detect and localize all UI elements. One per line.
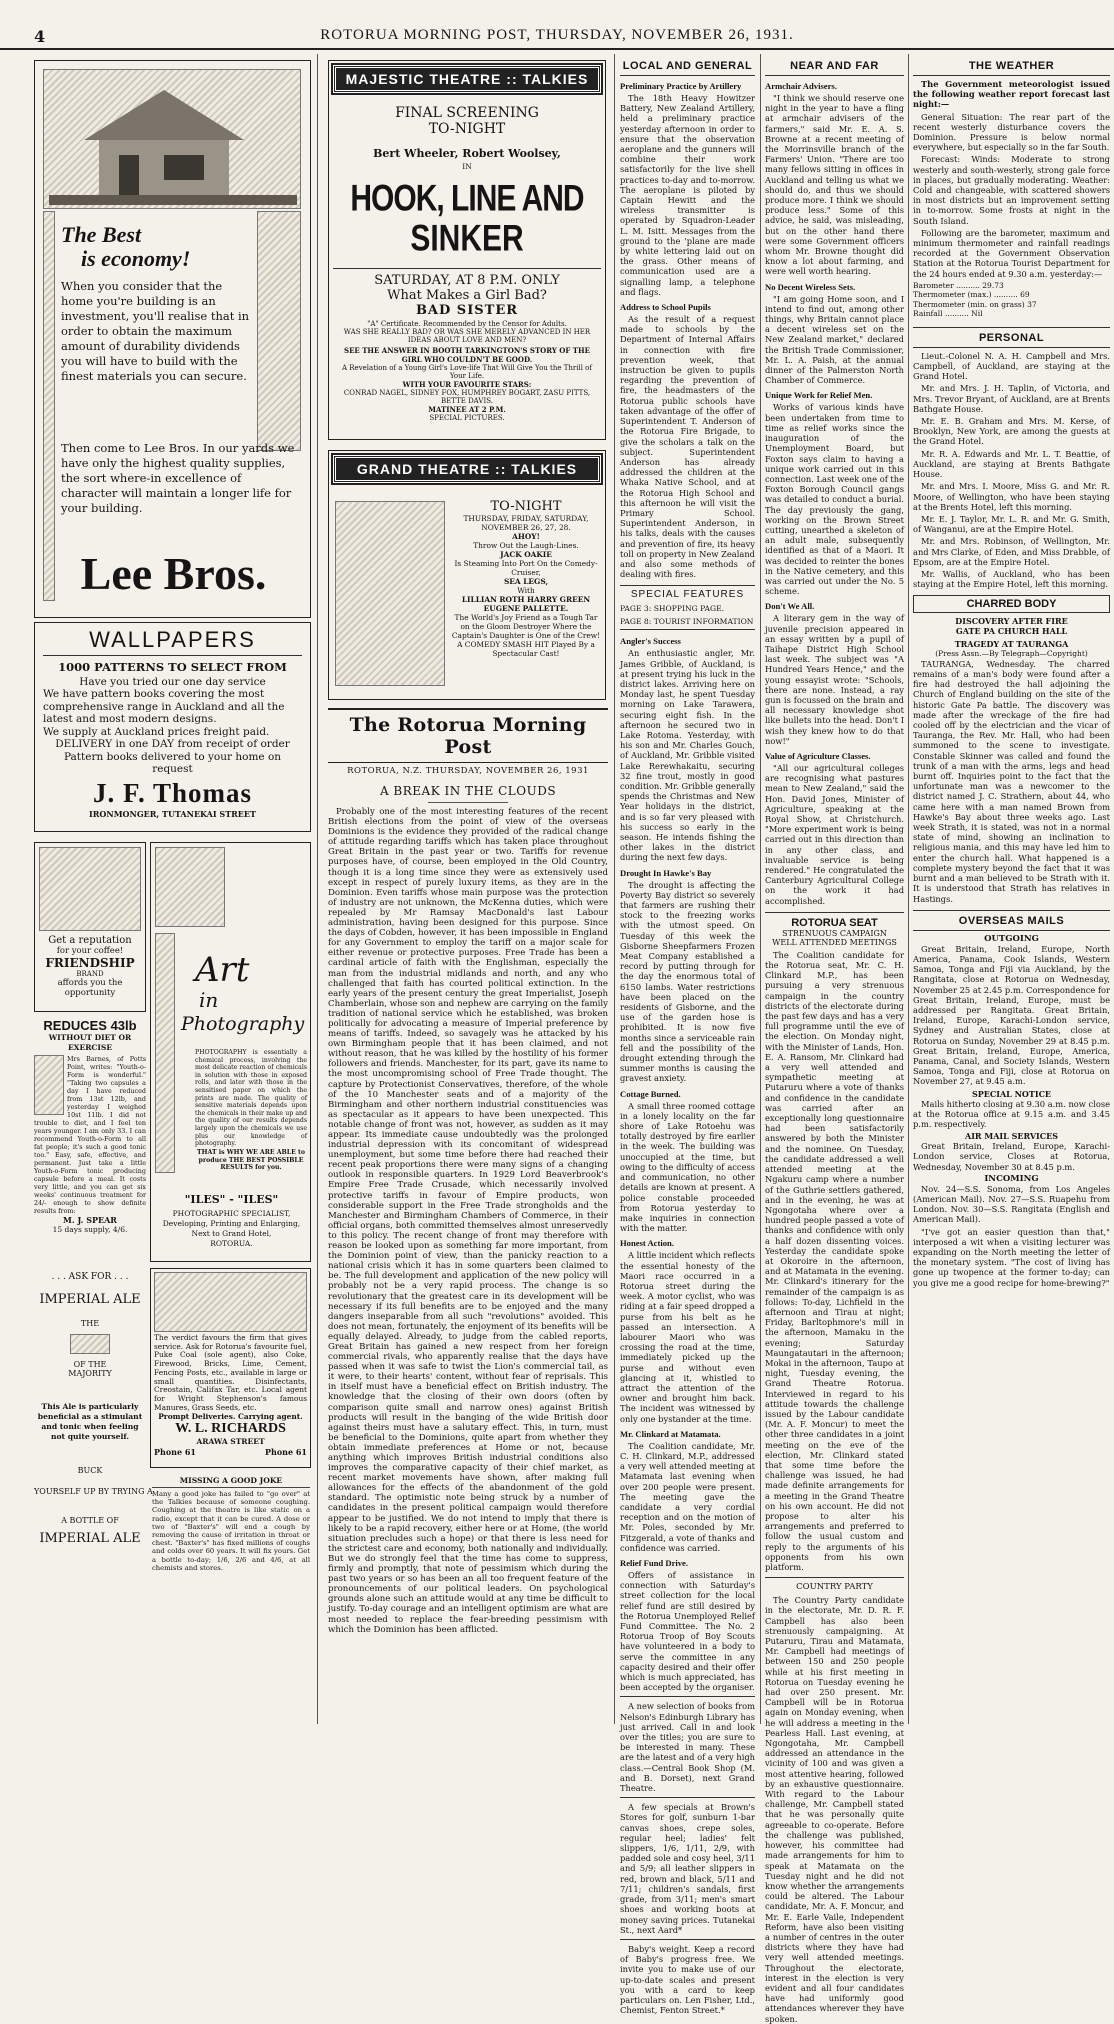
- majestic-sat: SATURDAY, AT 8 P.M. ONLY: [374, 272, 560, 288]
- richards-name: W. L. RICHARDS: [175, 1421, 286, 1437]
- near-far-title: NEAR AND FAR: [765, 60, 904, 76]
- wallpapers-line-4: We supply at Auckland prices freight paid.: [43, 725, 270, 738]
- column-rule: [614, 54, 615, 1724]
- local2-body-5: The Coalition candidate, Mr. C. H. Clinkard, M.P., addressed a very well attended meeting at Matamata last evening when over 200 people were present. The meeting gave the candidate a very cordial reception and on the motion of Mr. Poles, seconded by Mr. Fitzgerald, a vote of thanks and confidence was carried.: [620, 1440, 755, 1553]
- brush-illustration: [155, 933, 175, 1173]
- house-icon: [44, 70, 302, 210]
- wallpapers-line-3: We have pattern books covering the most comprehensive range in Auckland and all the latest and most modern designs.: [43, 688, 285, 725]
- reduces-subtitle: WITHOUT DIET OR EXERCISE: [48, 1033, 132, 1052]
- country-party-body: The Country Party candidate in the electorate, Mr. D. R. F. Campbell has also been strenuously campaigning. At Putaruru, Tirau and Matamata, Mr. Campbell had meetings of between 150 and 250 people while at his first meeting in Rotorua on Tuesday evening he had over 250 present. Mr. Campbell will be in Rotorua again on Monday evening, when he will address a meeting in the Pearless Hall. Last evening, at Ngongotaha, Mr. Campbell addressed an attendance in the vicinity of 100 and was given a most attentive hearing, followed by an exhaustive questionnaire. With regard to the Labour challenge, Mr. Campbell stated that he was personally quite agreeable to co-operate. Before the challenge was published, however, his committee had made arrangements for him to speak at Matamata on the Tuesday night and he did not know whether the arrangements could be altered. The Labour candidate, Mr. A. F. Moncur, and Mr. E. Earle Vaile, Independent Reform, have also been visiting a number of centres in the outer districts where they have had very well attended meetings. Throughout the electorate, interest in the election is very evident and all four candidates have had uniformly good attendances wherever they have spoken.: [765, 1595, 904, 2024]
- masthead: ROTORUA MORNING POST, THURSDAY, NOVEMBER 26, 1931.: [320, 27, 794, 43]
- thomas-name: J. F. Thomas: [92, 777, 253, 808]
- small-ad-2: A few specials at Brown's Stores for golf, sunburn 1-bar canvas shoes, crepe soles, regular heel; ladies' felt slippers, 1/6, 1/11, 2/9, with padded sole and cosy heel, 3/11 and 5/9; all leather slippers in red, brown and black, 5/11 and 7/11; children's sandals, first grade, from 3/11; men's smart shoes and working boots at money saving prices. Tutanekai St., next Aard*: [620, 1802, 755, 1935]
- majestic-theatre-ad: [328, 60, 606, 440]
- iles-sub-2: Developing, Printing and Enlarging,: [162, 1219, 301, 1228]
- grand-banner: GRAND THEATRE :: TALKIES: [333, 455, 601, 483]
- special-line-1: PAGE 3: SHOPPING PAGE.: [620, 604, 725, 614]
- lee-bros-ad: [34, 60, 311, 618]
- ale-buck-line: YOURSELF UP BY TRYING A: [34, 1487, 153, 1496]
- near-head-1: Armchair Advisers.: [765, 81, 837, 91]
- grand-oakie: JACK OAKIE: [500, 550, 552, 559]
- iles-sub: PHOTOGRAPHIC SPECIALIST,: [172, 1209, 291, 1218]
- richards-street: ARAWA STREET: [196, 1437, 265, 1447]
- richards-phone-left: Phone 61: [154, 1446, 196, 1457]
- iles-sub-4: ROTORUA.: [210, 1239, 253, 1248]
- near-body-4: A literary gem in the way of juvenile precision appeared in an essay written by a pupil of Taihape District High School last week. The subject was "A Hundred Years Hence," and the young essayist wrote: "Schools, there are none. Instead, a ray gun is focussed on the brain and all necessary knowledge shot like bullets into the head. Don't I wish they knew how to do that now!": [765, 613, 904, 746]
- personal-item: Mr. E. B. Graham and Mrs. M. Kerse, of Brooklyn, New York, are among the guests at the Grand Hotel.: [913, 416, 1110, 447]
- grand-steam: Is Steaming Into Port On the Comedy-Cruiser,: [454, 559, 598, 577]
- local2-body-4: A little incident which reflects the essential honesty of the Maori race occurred in a Rotorua street during the week. A motor cyclist, who was riding at a fair speed dropped a purse from his belt as he passed an intersection. A labourer Maori who was crossing the road at the time, immediately picked up the purse and without even glancing at it, whistled to attract the attention of the owner and brought him back. The incident was witnessed by only one bystander at the time.: [620, 1250, 755, 1424]
- majestic-question: WAS SHE REALLY BAD? OR WAS SHE MERELY ADVANCED IN HER IDEAS ABOUT LOVE AND MEN?: [343, 327, 591, 344]
- wallpapers-ad: [34, 622, 311, 832]
- majestic-tonight: TO-NIGHT: [428, 121, 506, 137]
- majestic-see: SEE THE ANSWER IN BOOTH TARKINGTON'S STORY OF THE GIRL WHO COULDN'T BE GOOD.: [344, 345, 590, 364]
- country-party-title: COUNTRY PARTY: [765, 1577, 904, 1592]
- ale-body: This Ale is particularly beneficial as a stimulant and tonic when feeling not quite yourself.: [37, 1402, 143, 1441]
- special-title: SPECIAL FEATURES: [630, 589, 745, 601]
- small-ad-3: Baby's weight. Keep a record of Baby's progress free. We invite you to make use of our up-to-date scales and present you with a card to keep particulars on. Len Fisher, Ltd., Chemist, Fenton Street.*: [620, 1943, 755, 2016]
- iles-sub-3: Next to Grand Hotel,: [191, 1229, 272, 1238]
- majestic-film-3: BAD SISTER: [415, 302, 519, 318]
- coffee-line-5: affords you the: [57, 978, 123, 988]
- local-body-1: The 18th Heavy Howitzer Battery, New Zealand Artillery, held a preliminary practice yesterday afternoon in order to ensure that the observation aeroplane and the gunners will combine their work satisfactorily for the live shell practices to-day and to-morrow. The aeroplane is piloted by Captain Hewitt and the wireless transmitter is operated by Squadron-Leader L. M. Isitt. Messages from the ground to the 'plane are made by white lettering laid out on the grass. Other means of communication used are a signalling lamp, a telephone and flags.: [620, 93, 755, 297]
- majestic-banner: MAJESTIC THEATRE :: TALKIES: [333, 65, 601, 93]
- weather-general: General Situation: The rear part of the recent westerly disturbance covers the Dominion. Pressure is below normal everywhere, but especially so in the far South.: [913, 111, 1110, 153]
- local-head-1: Preliminary Practice by Artillery: [620, 81, 742, 91]
- artist-illustration: [155, 847, 225, 927]
- slogan-line-1: The Best: [61, 222, 142, 247]
- page-header: [0, 0, 1114, 50]
- majestic-stars: Bert Wheeler, Robert Woolsey,: [373, 147, 561, 160]
- majestic-film-2: SINKER: [410, 217, 524, 259]
- overseas-tail: "I've got an easier question than that," interposed a wit when a visiting lecturer was expanding on the North meeting the letter of the monetary system. "The cost of living has gone up twopence at the former to-day; can you give me a good recipe for home-brewing?": [913, 1226, 1110, 1288]
- near-body-2: "I am going Home soon, and I intend to find out, among other things, why Britain cannot place a decent wireless set on the New Zealand market," declared the British Trade Commissioner, Mr. L. A. Paish, at the annual dinner of the Palmerston North Chamber of Commerce.: [765, 293, 904, 386]
- local2-head-6: Relief Fund Drive.: [620, 1558, 689, 1568]
- majestic-cast: CONRAD NAGEL, SIDNEY FOX, HUMPHREY BOGART, ZASU PITTS, BETTE DAVIS.: [343, 388, 591, 405]
- coal-yard-illustration: [154, 1272, 307, 1332]
- personal-title: PERSONAL: [913, 327, 1110, 348]
- coffee-house-illustration: [39, 847, 141, 931]
- art-title-3: Photography: [181, 1013, 305, 1035]
- woman-illustration: [34, 1055, 64, 1115]
- wallpapers-line-5: DELIVERY in one DAY from receipt of order: [55, 738, 290, 750]
- slogan: [61, 223, 251, 271]
- art-body: PHOTOGRAPHY is essentially a chemical process, involving the most delicate reaction of chemicals in solution with those in exposed rolls, and later with those in the sensitised paper on which the prints are made. The quality of sensitive materials depends upon the chemicals in their make up and the quality of our results depends largely upon the chemicals we use plus our knowledge of photography.: [195, 1049, 307, 1148]
- editorial-paragraph: Probably one of the most interesting features of the recent British elections from the point of view of the overseas Dominions is the evidence they provided of the radical change of attitude regarding tariffs which has taken place throughout Great Britain in the past year or two. Tariffs for revenue purposes have, of course, been employed in the Old Country, though it is a long time since they were as extensively used except in respect of purely luxury items, as they are in the Dominion. Even tariffs whose main purpose was the protection of industry are not unknown, the McKenna duties, which were repealed by Mr Ramsay MacDonald's last Labour administration, having been designed for this purpose. Since the days of Cobden, however, it has been impossible in England for any Government to employ the tariff on a major scale for either revenue or protective purposes. Free Trade has been a cardinal article of faith with the Englishman, especially the man from the industrial midlands and north, and any who challenged that faith has courted political extinction. In the early years of the present century the great Imperialist, Joseph Chamberlain, whose son and nephew are carrying on the family tradition of national service which he established, was broken politically for advocating a measure of Imperial preference by means of tariffs. Indeed, so savagely was he attacked by his own Birmingham people that it has been claimed, and not without reason, that he was killed by the hostility of his former followers and friends. Manchester, for its part, gave its name to the most uncompromising school of Free Trade thought. The capture by Protectionist Conservatives, therefore, of the whole of the 10 Manchester seats and of a majority of the Birmingham and other northern industrial constituencies was as spectacular as it appears to have been unexpected. This notable change of front was not, however, as sudden as it may appear. Its immediate cause undoubtedly was the prolonged industrial depression with its concomitant of widespread unemployment, but some time before there had reached their recent peak proportions there were many signs of a changing outlook in responsible quarters. In 1929 Lord Beaverbrook's Empire Free Trade Crusade, which necessarily involved protective tariffs in favour of Empire products, won considerable support in the Free Trade strongholds and the Manchester and Birmingham Chambers of Commerce, in their official organs, both committed themselves almost unreservedly to this policy. The recent change of front may therefore with reason be looked upon as something far more important, from the Dominion point of view, than the panicky reaction to a national crisis which it has in some quarters been claimed to be. The full development and application of the new policy will probably not be a very rapid process. The change is so revolutionary that the greatest care in its development will be necessary if its full benefits are to be enjoyed and the many dangers inseparable from all such "revolutions" avoided. This does not mean, fortunately, the enjoyment of its benefits will be equally delayed. Already, to judge from the cabled reports, Great Britain has gained a new respect from her foreign commercial rivals, who apparently realise that the days have passed when it was safe to twist the Lion's commercial tail, as it were, to their hearts' content, without fear of reprisals. This in itself must have a beneficial effect on British industry. The knowledge that the closing of their own doors (often by comparison quite small and narrow ones) against British products will result in the banging of the wide British door against theirs must have a salutary effect. This, in turn, must be beneficial to the Dominions, quite apart from whether they obtain immediate preferences at Home or not, because anything which improves British industrial conditions also improves the comparative capacity of their chief market, as recent market movements have shown, after making full allowances for the effects of the abandonment of the gold standard. The optimistic note being struck by a number of candidates in the present political campaign would therefore appear to be justified. We do not intend to imply that there is likely to be a rapid recovery, either here or at Home, (the world situation precludes such a hope) or that there is less need for the strictest care and economy, both nationally and individually. But we do strongly feel that the time has come to suppress, firmly and promptly, that note of pessimism which during the past two years or so has been an all too frequent feature of the pronouncements of our political leaders. On psychological grounds alone such an attitude would at any time be difficult to justify. To-day courage and an intelligent optimism are what are most needed to replace the fear-breeding pessimism with which the Dominion has been afflicted.: [328, 807, 608, 1635]
- reduces-note: 15 days supply, 4/6.: [52, 1225, 128, 1234]
- charred-sub: DISCOVERY AFTER FIRE: [955, 616, 1068, 627]
- local2-head-3: Cottage Burned.: [620, 1088, 681, 1099]
- rotorua-seat-body: The Coalition candidate for the Rotorua seat, Mr. C. H. Clinkard M.P., has been pursuing a very strenuous campaign in the country districts of the electorate during the past few days and has a very full programme until the eve of the election. On Monday night, with the Minister of Lands, Hon. E. A. Ransom, Mr. Clinkard had a very well attended and sympathetic meeting at Putaruru where a vote of thanks and confidence in the candidate was carried after an exceptionally long questionnaire had been satisfactorily answered by both the Minister and the nominee. On Tuesday, the candidate addressed a well attended meeting at the Ngakuru camp where a number of the Guthrie settlers gathered, and in the evening, he was at Ngongotaha where over a hundred people passed a vote of thanks and confidence with only a half dozen dissenting voices. Yesterday the candidate spoke at Okoroire in the afternoon, and at Matamata in the evening. Mr. Clinkard's itinerary for the remainder of the campaign is as follows: To-day, Lichfield in the afternoon and Tirau at night; Friday, Barltophmore's mill in the afternoon, Mamaku in the evening; Saturday Maungatautari in the afternoon; Mokai in the afternoon, Taupo at night, Tuesday evening, the Grand Theatre Rotorua. Interviewed in regard to his attitude towards the challenge issued by the Labour candidate (Mr. A. F. Moncur) to meet the other three candidates in a joint meeting on the eve of the election, Mr. Clinkard stated that some time before the challenge was issued, he had made definite arrangements for a meeting in the Grand Theatre on his own account. He did not propose to alter his arrangements and preferred to follow the usual custom and reply to the arguments of his opponents from his own platform.: [765, 949, 904, 1573]
- grand-throw: Throw Out the Laugh-Lines.: [473, 541, 579, 550]
- joke-title: MISSING A GOOD JOKE: [152, 1476, 310, 1488]
- sailor-illustration: [335, 501, 445, 686]
- ale-of-the: OF THE: [73, 1360, 107, 1369]
- grand-days: THURSDAY, FRIDAY, SATURDAY, NOVEMBER 26, 27, 28.: [463, 514, 589, 532]
- art-tag: THAT is WHY WE ARE ABLE to produce THE BEST POSSIBLE RESULTS for you.: [197, 1149, 305, 1172]
- slogan-line-2: is economy!: [81, 246, 191, 271]
- editorial-dateline: ROTORUA, N.Z. THURSDAY, NOVEMBER 26, 1931: [347, 766, 589, 776]
- grand-theatre-ad: [328, 450, 606, 700]
- column-rule: [760, 54, 761, 1724]
- ale-bottle-icon: [70, 1334, 110, 1354]
- rotorua-seat-sub2: WELL ATTENDED MEETINGS: [772, 937, 897, 947]
- lee-body-1: When you consider that the home you're building is an investment, you'll realise that in order to obtain the maximum amount of durability dividends you will have to build with the finest materials you can secure.: [61, 279, 250, 383]
- overseas-air-body: Great Britain, Ireland, Europe, Karachi-London service, Closes at Rotorua, Wednesday, November 30 at 8.45 p.m.: [913, 1141, 1110, 1172]
- page-number: 4: [34, 27, 46, 46]
- charred-sub2: GATE PA CHURCH HALL: [955, 626, 1068, 637]
- rotorua-seat-sub1: STRENUOUS CAMPAIGN: [782, 928, 887, 938]
- near-head-4: Don't We All.: [765, 601, 815, 612]
- charred-body: TAURANGA, Wednesday. The charred remains of a man's body were found after a fire had destroyed the hall adjoining the Church of England building on the site of the historic Gate Pa battle. The discovery was made after the wreckage of the fire had cooled off by the electrician and the vicar of Tauranga, the Rev. Mr. Hall, who had been summoned to the scene to investigate. Constable Skinner was called and found the trunk of a man with the arms, legs and head burnt off. Inquiries point to the fact that the unfortunate man was a newcomer to the district named J. C. Strathern, about 44, who came here with a man named Brown from Hawke's Bay about three weeks ago. Last week Strath, it is stated, was not in a normal state of mind, showing an inclination to religious mania, and this may have led him to enter the church hall. What happened is a complete mystery beyond the fact that it was burnt and a man believed to be Strath with it. It is understood that Strath has relatives in Hastings.: [913, 658, 1110, 904]
- weather-reading-3: Thermometer (min. on grass) 37: [913, 299, 1037, 309]
- art-photography-ad: [150, 842, 311, 1262]
- weather-reading-1: Barometer .......... 29.73: [913, 280, 1004, 290]
- wallpapers-line-6: Pattern books delivered to your home on request: [63, 750, 282, 775]
- personal-item: Mr. E. J. Taylor, Mr. L. R. and Mr. G. Smith, of Wanganui, are at the Empire Hotel.: [913, 513, 1110, 535]
- grand-desc: The World's Joy Friend as a Tough Tar on the Gloom Destroyer Where the Captain's Daughter is One of the Crew! A COMEDY SMASH HIT Played By a Spectacular Cast!: [451, 613, 601, 658]
- richards-phone-right: Phone 61: [265, 1446, 307, 1457]
- richards-prompt: Prompt Deliveries. Carrying agent.: [158, 1412, 303, 1422]
- coffee-line-1: Get a reputation: [48, 935, 132, 946]
- grand-ahoy: AHOY!: [512, 532, 540, 541]
- overseas-out-body: Great Britain, Ireland, Europe, North America, Panama, Cook Islands, Western Samoa, Tonga and Fiji via Auckland, by the Rangitata, close at Rotorua on Wednesday, November 25 at 2.45 p.m. Correspondence for Great Britain, Ireland, Europe, must be addressed per Rangitata. Great Britain, Ireland, Europe, Karachi-London service, Sydney and Australian States, close at Rotorua on Sunday, November 29 at 8.45 p.m. Great Britain, Ireland, Europe, America, Panama, Canal, and Society Islands, Western Samoa, Tonga and Fiji, close at Rotorua on November 27, at 9.45 a.m.: [913, 943, 1110, 1087]
- local2-body-3: A small three roomed cottage in a lonely locality on the far shore of Lake Rotoehu was totally destroyed by fire earlier in the week. The building was unoccupied at the time, but owing to the difficulty of access and communication, no other details are known at present. A police constable proceeded from Rotorua yesterday to make inquiries in connection with the matter.: [620, 1100, 755, 1234]
- art-title-1: Art: [195, 950, 250, 990]
- near-body-3: Works of various kinds have been undertaken from time to time as relief works since the inauguration of the Unemployment Board, but Foxton says claim to having a unique work carried out in this connection. Last week one of the Foxton Borough Council gangs was detailed to conduct a burial. The day previously the gang, working on the Brown Street cutting, unearthed a skeleton of an adult male, subsequently identified as that of a Maori. It was decided to reinter the bones in the Native cemetery, and this was carried out under the No. 5 scheme.: [765, 402, 904, 597]
- majestic-special: SPECIAL PICTURES.: [429, 413, 505, 422]
- ale-buck: BUCK: [77, 1466, 103, 1475]
- local2-head-4: Honest Action.: [620, 1238, 674, 1249]
- richards-body: The verdict favours the firm that gives service. Ask for Rotorua's favourite fuel, Puke Coal (sole agent), also Coke, Firewood, Bricks, Lime, Cement, Fencing Posts, etc., available in large or small quantities. Disinfectants, Creostain, Califax Tar, etc. Local agent for Wright Stephenson's famous Manures, Grass Seeds, etc.: [154, 1333, 307, 1412]
- brick-column-illustration: [257, 211, 301, 451]
- overseas-incoming: INCOMING: [984, 1173, 1039, 1184]
- weather-intro: The Government meteorologist issued the following weather report forecast last night:—: [913, 79, 1110, 110]
- paper-title: The Rotorua Morning Post: [328, 708, 608, 763]
- weather-reading-4: Rainfall .......... Nil: [913, 309, 983, 319]
- personal-item: Mr. and Mrs. J. H. Taplin, of Victoria, and Mrs. Trevor Bryant, of Auckland, are at Brents Bathgate House.: [913, 383, 1110, 414]
- overseas-special-body: Mails hitherto closing at 9.30 a.m. now close at the Rotorua office at 9.15 a.m. and 3.45 p.m. respectively.: [913, 1098, 1110, 1129]
- coffee-line-4: BRAND: [76, 970, 104, 978]
- near-body-1: "I think we should reserve one night in the year to have a fling at armchair advisers of the farmers," said Mr. E. A. S. Browne at a recent meeting of the Morrinsville branch of the Farmers' Union. "There are too many fellows sitting in offices in Auckland and telling us what we should do, and thus we should produce more. I think we should produce less." Some of this advice, he said, was misleading, but on the other hand there were some Government officers whom Mr. Browne thought did know a lot about farming, and were well worth hearing.: [765, 93, 904, 277]
- grand-with: With: [517, 586, 535, 595]
- art-title-2: in: [199, 988, 219, 1012]
- local-general-column: [620, 60, 755, 2016]
- local2-head-5: Mr. Clinkard at Matamata.: [620, 1428, 721, 1439]
- richards-ad: [150, 1268, 311, 1468]
- charred-sub3: TRAGEDY AT TAURANGA: [954, 639, 1069, 650]
- weather-forecast: Forecast: Winds: Moderate to strong westerly and south-westerly, strong gale force in places, but gradually moderating. Weather: Cold and changeable, with scattered showers in most districts but an improvement setting in to-morrow. Some frosts at night in the South Island.: [913, 154, 1110, 226]
- local-head-2: Address to School Pupils: [620, 302, 711, 313]
- personal-item: Mr. and Mrs. I. Moore, Miss G. and Mr. R. Moore, of Wellington, who have been staying at the Brents Hotel, left this morning.: [913, 481, 1110, 512]
- near-head-3: Unique Work for Relief Men.: [765, 390, 873, 401]
- reduces-dealer: M. J. SPEAR: [63, 1215, 117, 1225]
- coffee-line-6: opportunity: [64, 988, 116, 998]
- richards-phones: [154, 1447, 307, 1457]
- iles-brand: "ILES" - "ILES": [184, 1193, 279, 1206]
- coffee-ad: [34, 842, 146, 1012]
- majestic-in: IN: [462, 162, 472, 171]
- overseas-air: AIR MAIL SERVICES: [964, 1131, 1059, 1142]
- editorial-title: A BREAK IN THE CLOUDS: [379, 784, 557, 798]
- ale-name-2: IMPERIAL ALE: [39, 1531, 141, 1546]
- grand-cast: LILLIAN ROTH HARRY GREEN EUGENE PALLETTE.: [461, 595, 591, 613]
- grand-sealegs: SEA LEGS,: [503, 577, 549, 586]
- near-body-5: "All our agricultural colleges are recognising what pastures mean to New Zealand," said the Hon. David Jones, Minister of Agriculture, speaking at the Royal Show, at Christchurch. "More experiment work is being carried out in this direction than in any other class, and invaluable service is being rendered." He congratulated the Canterbury Agricultural College on the work it had accomplished.: [765, 762, 904, 906]
- reduces-title: REDUCES 43lb: [43, 1018, 137, 1033]
- overseas-outgoing: OUTGOING: [984, 933, 1039, 944]
- charred-title: CHARRED BODY: [913, 595, 1110, 613]
- local-title: LOCAL AND GENERAL: [620, 60, 755, 76]
- right-column: [913, 60, 1110, 1723]
- local-body-2: As the result of a request made to schools by the Department of Internal Affairs in connection with fire prevention week, that instruction be given to pupils regarding the prevention of fire, the headmasters of the Rotorua public schools have taken advantage of the offer of Superintendent T. Anderson of the Rotorua Fire Brigade, to give the scholars a talk on the subject. Superintendent Anderson has already addressed the children at the Whaka Native School, and at the Rotorua High School and this afternoon he will visit the Primary School. Superintendent Anderson, in his talks, deals with the causes and prevention of fire, its heavy toll on property in New Zealand and also some methods of dealing with fires.: [620, 314, 755, 580]
- special-features: [620, 585, 755, 630]
- ale-bottle-line: A BOTTLE OF: [61, 1516, 119, 1525]
- weather-following: Following are the barometer, maximum and minimum thermometer and rainfall readings recorded at the Government Observation Station at the Rotorua Tourist Department for the 24 hours ended at 9.30 a.m. yesterday:—: [913, 227, 1110, 279]
- column-rule: [317, 54, 318, 1724]
- reduces-body: Mrs Barnes, of Potts Point, writes: "Youth-o-Form is wonderful." "Taking two capsules a day I have reduced from 13st 12lb, and yesterday I weighed 10st 11lb. I did not trouble to diet, and I feel ten years younger. I am only 33. I can recommend Youth-o-Form to all fat people; it's such a good tonic too." Easy, safe, effective, and permanent. Just take a little Youth-o-Form tonic producing capsule before a meal. It costs very little, and you can get six weeks' continuous treatment for 24/- enough to show definite results from:: [34, 1055, 146, 1215]
- house-illustration: [43, 69, 301, 209]
- ale-majority: MAJORITY: [68, 1369, 112, 1378]
- weather-reading-2: Thermometer (max.) .......... 69: [913, 290, 1030, 300]
- weather-title: THE WEATHER: [913, 60, 1110, 76]
- reduces-ad: [34, 1018, 146, 1233]
- special-line-2: PAGE 8: TOURIST INFORMATION: [620, 617, 754, 627]
- personal-item: Mr. R. A. Edwards and Mr. L. T. Beattie, of Auckland, are staying at Brents Bathgate House.: [913, 448, 1110, 480]
- majestic-cert: "A" Certificate. Recommended by the Censor for Adults.: [367, 319, 567, 328]
- majestic-matinee: MATINEE AT 2 P.M.: [428, 404, 506, 414]
- rotorua-seat-title: ROTORUA SEAT: [791, 916, 878, 929]
- wallpapers-line-1: 1000 PATTERNS TO SELECT FROM: [58, 660, 287, 674]
- overseas-title: OVERSEAS MAILS: [913, 910, 1110, 931]
- missing-joke-ad: [152, 1476, 310, 1601]
- personal-item: Mr. Wallis, of Auckland, who has been staying at the Empire Hotel, left this morning.: [913, 568, 1110, 590]
- grand-tonight: TO-NIGHT: [490, 499, 562, 514]
- majestic-final: FINAL SCREENING: [395, 105, 539, 121]
- joke-body: Many a good joke has failed to "go over" at the Talkies because of someone coughing. Coughing at the theatre is like static on a radio, except that it can be cured. A dose or two of "Baxter's" will end a cough by removing the cause of irritation in throat or chest. "Baxter's" has fixed millions of coughs and colds over 60 years. It will fix yours. Get a bottle to-day; 1/6, 2/6 and 4/6, at all chemists and stores.: [152, 1490, 310, 1572]
- local2-body-6: Offers of assistance in connection with Saturday's street collection for the local relief fund are still desired by the Rotorua Unemployed Relief Fund Committee. The No. 2 Rotorua Troop of Boy Scouts have volunteered in a body to serve the committee in any capacity desired and their offer which is much appreciated, has been accepted by the organiser.: [620, 1570, 755, 1693]
- overseas-in-body: Nov. 24—S.S. Sonoma, from Los Angeles (American Mail). Nov. 27—S.S. Ruapehu from London. Nov. 30—S.S. Rangitata (English and American Mail).: [913, 1183, 1110, 1225]
- near-head-5: Value of Agriculture Classes.: [765, 750, 871, 761]
- lee-body-2: Then come to Lee Bros. In our yards we have only the highest quality supplies, the sort where-in excellence of character will maintain a longer life for your building.: [61, 441, 295, 515]
- majestic-film-1: HOOK, LINE AND: [350, 177, 584, 219]
- lee-bros-name: Lee Bros.: [80, 548, 267, 599]
- local2-body-1: An enthusiastic angler, Mr. James Gribble, of Auckland, is at present trying his luck in the district lakes. Arriving here on Monday last, he spent Tuesday morning on Lake Tarawera, securing eight fish. In the afternoon he secured two in Lake Rotoma. Yesterday, with his son and Mr. Charles Gouch, of Auckland, Mr. Gribble visited Lake Rerewhakaitu, securing 32 fine trout, mostly in good condition. Mr. Gribble generally spends the Christmas and New Year holidays in the district, and is so far very pleased with his success so early in the season. He intends fishing the other lakes in the district during the next few days.: [620, 648, 755, 863]
- column-rule: [908, 54, 909, 1724]
- majestic-what: What Makes a Girl Bad?: [387, 287, 547, 303]
- local2-head-1: Angler's Success: [620, 636, 681, 647]
- personal-item: Lieut.-Colonel N. A. H. Campbell and Mrs. Campbell, of Auckland, are staying at the Grand Hotel.: [913, 350, 1110, 382]
- local2-head-2: Drought In Hawke's Bay: [620, 867, 712, 878]
- editorial: [328, 708, 608, 1723]
- majestic-rev: A Revelation of a Young Girl's Love-life That Will Give You the Thrill of Your Life.: [342, 363, 592, 380]
- imperial-ale-ad: [34, 1272, 153, 1722]
- charred-press: (Press Assn.—By Telegraph—Copyright): [935, 649, 1088, 659]
- near-far-column: [765, 60, 904, 2024]
- ale-ask: . . . ASK FOR . . .: [51, 1272, 129, 1282]
- ale-the: THE: [80, 1319, 100, 1328]
- coffee-line-2: for your coffee!: [56, 946, 124, 956]
- small-ad-1: A new selection of books from Nelson's Edinburgh Library has just arrived. Call in and look over the titles; you are sure to be interested in many. These are the latest and of a very high class.—Central Book Shop (M. and B. Dorset), next Grand Theatre.: [620, 1701, 755, 1794]
- personal-item: Mr. and Mrs. Robinson, of Wellington, Mr. and Mrs Clarke, of Eden, and Miss Drabble, of Epsom, are at the Empire Hotel.: [913, 536, 1110, 567]
- sidebar-illustration: [43, 211, 55, 601]
- wallpapers-title: WALLPAPERS: [43, 627, 302, 656]
- thomas-footer: IRONMONGER, TUTANEKAI STREET: [89, 808, 256, 819]
- overseas-special: SPECIAL NOTICE: [971, 1088, 1052, 1099]
- wallpapers-line-2: Have you tried our one day service: [79, 676, 266, 688]
- majestic-with: WITH YOUR FAVOURITE STARS:: [402, 379, 532, 389]
- ale-name: IMPERIAL ALE: [39, 1292, 141, 1307]
- coffee-line-3: FRIENDSHIP: [45, 956, 135, 970]
- near-head-2: No Decent Wireless Sets.: [765, 281, 856, 292]
- local2-body-2: The drought is affecting the Poverty Bay district so severely that farmers are rushing their stock to the freezing works with the utmost speed. On Tuesday of this week the Gisborne Sheepfarmers Frozen Meat Company established a record by putting through for the day the enormous total of 6150 lambs. Water restrictions have been placed on the residents of Gisborne, and the use of the garden hose is prohibited. It is now five months since a serviceable rain fell and the possibility of the drought extending through the summer months is causing the gravest anxiety.: [620, 879, 755, 1084]
